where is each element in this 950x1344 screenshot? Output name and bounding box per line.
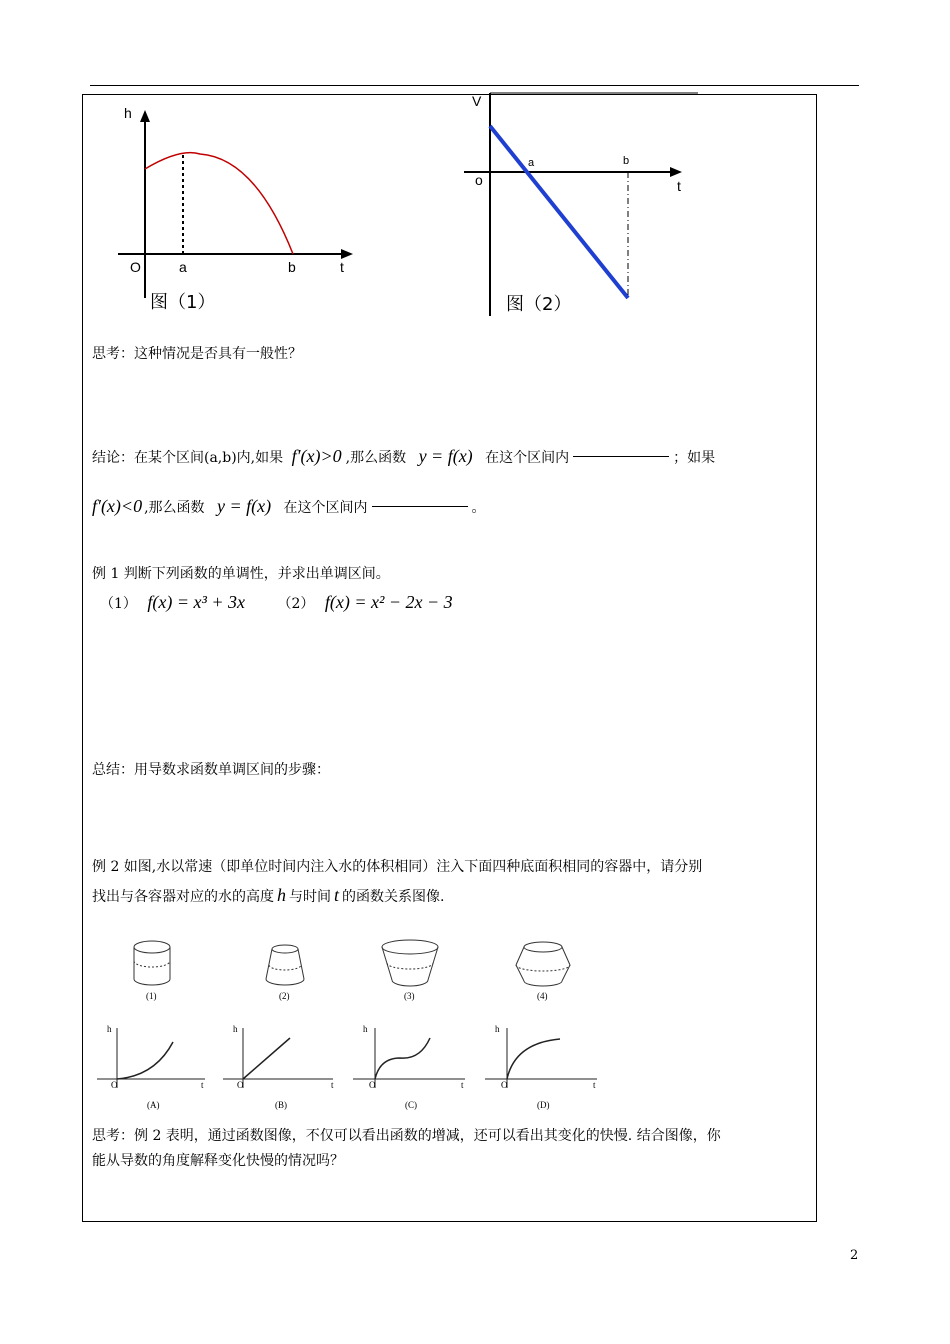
graph-a-h: h <box>107 1024 112 1034</box>
container-3-label: (3) <box>404 991 415 1001</box>
graphs-figure <box>95 1018 615 1118</box>
fig1-x-label: t <box>340 259 344 275</box>
container-4-barrel <box>516 942 570 1001</box>
conclusion-end: 。 <box>471 500 486 516</box>
container-3-frustum-wide-top <box>382 940 438 1001</box>
example-1-item-1-number: （1） <box>100 596 137 612</box>
fig2-caption: 图（2） <box>506 294 572 315</box>
fig2-origin: o <box>475 172 483 188</box>
example-2-text-c: 的函数关系图像. <box>342 889 445 905</box>
graph-d-h: h <box>495 1024 500 1034</box>
container-1-label: (1) <box>146 991 157 1001</box>
conclusion-tail-1: ；如果 <box>673 450 716 466</box>
graph-a-label: (A) <box>147 1100 160 1110</box>
example-2-line-1: 例 2 如图,水以常速（即单位时间内注入水的体积相同）注入下面四种底面积相同的容器中，请分别 <box>92 859 703 875</box>
example-2-line-2 <box>92 882 444 908</box>
container-2-frustum-narrow-top <box>266 945 304 1001</box>
fig1-b-label: b <box>288 259 296 275</box>
conclusion-mid-3: ,那么函数 <box>144 500 205 516</box>
graph-d-o: O <box>501 1080 508 1090</box>
fig1-a-label: a <box>179 259 187 275</box>
fig1-caption: 图（1） <box>150 292 216 313</box>
example-1-item-2-expression: f(x) = x² − 2x − 3 <box>324 592 453 612</box>
graph-c <box>353 1024 465 1110</box>
fig2-y-label: V <box>472 93 482 109</box>
think-question-2-line-1: 思考：例 2 表明，通过函数图像，不仅可以看出函数的增减，还可以看出其变化的快慢. 结合图像，你 <box>92 1128 721 1144</box>
example-1-item-1-expression: f(x) = x³ + 3x <box>147 592 246 612</box>
conclusion-line-1 <box>92 440 715 472</box>
container-1-cylinder <box>134 941 170 1001</box>
example-1-items <box>100 588 453 616</box>
graph-b-o: O <box>237 1080 244 1090</box>
fig1-origin: O <box>130 259 141 275</box>
example-2-text-b: 与时间 <box>289 889 331 905</box>
graph-c-label: (C) <box>405 1100 417 1110</box>
think-question-1: 思考：这种情况是否具有一般性？ <box>92 346 302 362</box>
conclusion-mid-2: 在这个区间内 <box>485 450 570 466</box>
container-2-label: (2) <box>279 991 290 1001</box>
graph-b-h: h <box>233 1024 238 1034</box>
conclusion-mid-4: 在这个区间内 <box>283 500 368 516</box>
conclusion-function-2: y = f(x) <box>216 496 272 516</box>
fig1-y-label: h <box>124 105 132 121</box>
graph-c-t: t <box>461 1080 464 1090</box>
graph-a-o: O <box>111 1080 118 1090</box>
think-question-2-line-2: 能从导数的角度解释变化快慢的情况吗？ <box>92 1153 344 1169</box>
answer-blank-2[interactable] <box>372 506 468 507</box>
graph-b-label: (B) <box>275 1100 287 1110</box>
answer-blank-1[interactable] <box>573 456 669 457</box>
graph-d <box>485 1024 597 1110</box>
example-2-var-t: t <box>334 885 340 905</box>
container-4-label: (4) <box>537 991 548 1001</box>
fig2-a-label: a <box>528 157 535 169</box>
example-1-title: 例 1 判断下列函数的单调性，并求出单调区间。 <box>92 566 390 582</box>
graph-b <box>223 1024 334 1110</box>
graph-a-t: t <box>201 1080 204 1090</box>
conclusion-line-2 <box>92 490 486 522</box>
graph-c-h: h <box>363 1024 368 1034</box>
graph-d-label: (D) <box>537 1100 550 1110</box>
example-2-var-h: h <box>277 885 286 905</box>
fig2-b-label: b <box>623 155 630 167</box>
summary-steps: 总结：用导数求函数单调区间的步骤： <box>92 762 330 778</box>
conclusion-cond-positive: f′(x)>0 <box>291 446 342 466</box>
graph-c-o: O <box>369 1080 376 1090</box>
containers-figure <box>100 935 620 1010</box>
example-2-text-a: 找出与各容器对应的水的高度 <box>92 889 274 905</box>
conclusion-cond-negative: f′(x)<0 <box>92 496 143 516</box>
example-1-item-2-number: （2） <box>277 596 315 612</box>
graph-b-t: t <box>331 1080 334 1090</box>
conclusion-mid-1: ,那么函数 <box>345 450 407 466</box>
header-rule <box>90 85 859 86</box>
conclusion-prefix: 结论：在某个区间(a,b)内,如果 <box>92 450 284 466</box>
figure-2-velocity-graph <box>460 88 700 323</box>
graph-d-t: t <box>593 1080 596 1090</box>
fig2-x-label: t <box>677 178 681 194</box>
page-number: 2 <box>850 1248 859 1263</box>
graph-a <box>97 1024 205 1110</box>
figure-1-height-graph <box>110 98 370 320</box>
conclusion-function-1: y = f(x) <box>418 446 473 466</box>
